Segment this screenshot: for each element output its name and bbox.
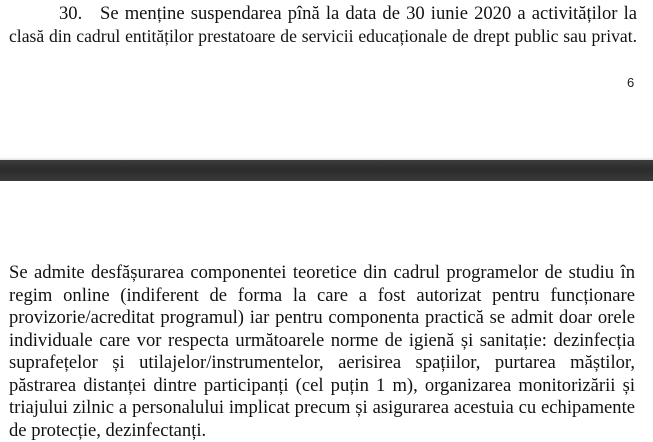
paragraph-line-1: Se admite desfășurarea componentei teoretice din cadrul programelor de studiu în [9, 262, 635, 283]
paragraph-line-4: individuale care vor respecta următoarele norme de igienă și sanitație: dezinfecția [9, 330, 635, 351]
paragraph-line-3: provizorie/acreditat programul) iar pentru componenta practică se admit doar orele [9, 307, 635, 328]
paragraph-line-2: regim online (indiferent de forma la care a fost autorizat pentru funcționare [9, 285, 635, 306]
paragraph-line-5: suprafețelor și utilajelor/instrumentelor, aerisirea spațiilor, purtarea măștilor, [9, 352, 635, 373]
document-page-top [0, 0, 653, 160]
article-line-2: clasă din cadrul entităților prestatoare de servicii educaționale de drept public sau privat. [9, 26, 637, 46]
paragraph-line-8: de protecție, dezinfectanți. [9, 420, 207, 441]
paragraph-line-7: triajului zilnic a personalului implicat precum și asigurarea acestuia cu echipamente [9, 397, 635, 418]
article-line-1: Se menține suspendarea pînă la data de 30 iunie 2020 a activităților la [100, 3, 637, 24]
document-page-bottom [0, 181, 653, 439]
page-number: 6 [627, 75, 635, 90]
page-separator [0, 160, 653, 181]
article-number: 30. [59, 3, 83, 24]
paragraph-line-6: păstrarea distanței dintre participanți (cel puțin 1 m), organizarea monitorizării și [9, 375, 635, 396]
